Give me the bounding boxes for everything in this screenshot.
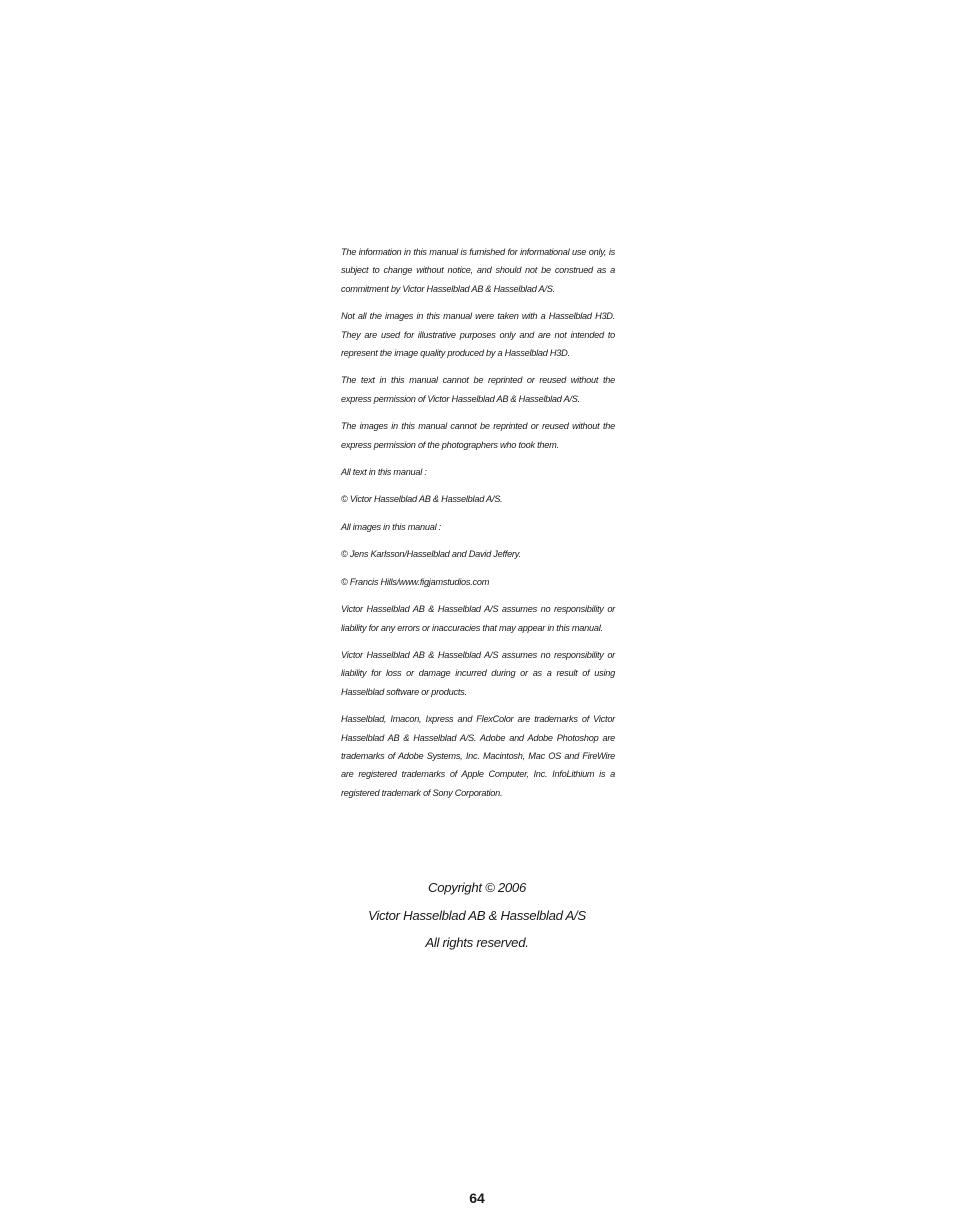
- copyright-rights: All rights reserved.: [425, 935, 529, 951]
- legal-paragraph-errors-liability: Victor Hasselblad AB & Hasselblad A/S assumes no responsibility or liability for any errors or inaccuracies that may appear in this manual.: [341, 604, 615, 633]
- page-number: 64: [469, 1190, 485, 1206]
- legal-notice-block: [341, 243, 615, 811]
- legal-paragraph-damage-liability: Victor Hasselblad AB & Hasselblad A/S assumes no responsibility or liability for loss or damage incurred during or as a result of using Hasselblad software or products.: [341, 649, 615, 697]
- legal-paragraph-image-reprint: The images in this manual cannot be reprinted or reused without the express permission of the photographers who took them.: [341, 421, 615, 450]
- legal-paragraph-image-credit-2: © Francis Hills/www.figjamstudios.com: [341, 576, 490, 587]
- legal-paragraph-image-credit-1: © Jens Karlsson/Hasselblad and David Jeffery.: [341, 549, 521, 560]
- legal-paragraph-trademarks: Hasselblad, Imacon, Ixpress and FlexColor are trademarks of Victor Hasselblad AB & Hasselblad A/S. Adobe and Adobe Photoshop are trademarks of Adobe Systems, Inc. Macintosh, Mac OS and FireWire are registered trademarks of Apple Computer, Inc. InfoLithium is a registered trademark of Sony Corporation.: [341, 714, 615, 798]
- legal-paragraph-image-notice: Not all the images in this manual were taken with a Hasselblad H3D. They are used for illustrative purposes only and are not intended to represent the image quality produced by a Hasselblad H3D.: [341, 311, 615, 359]
- legal-paragraph-disclaimer: The information in this manual is furnished for informational use only, is subject to change without notice, and should not be construed as a commitment by Victor Hasselblad AB & Hasselblad A/S.: [341, 247, 615, 294]
- legal-paragraph-text-reprint: The text in this manual cannot be reprinted or reused without the express permission of Victor Hasselblad AB & Hasselblad A/S.: [341, 375, 615, 404]
- copyright-block: [277, 874, 677, 957]
- legal-paragraph-text-credit-heading: All text in this manual :: [341, 467, 427, 478]
- copyright-owner: Victor Hasselblad AB & Hasselblad A/S: [368, 907, 586, 923]
- legal-paragraph-text-credit: © Victor Hasselblad AB & Hasselblad A/S.: [341, 494, 503, 505]
- copyright-year: Copyright © 2006: [427, 880, 527, 895]
- legal-paragraph-image-credit-heading: All images in this manual :: [341, 521, 441, 532]
